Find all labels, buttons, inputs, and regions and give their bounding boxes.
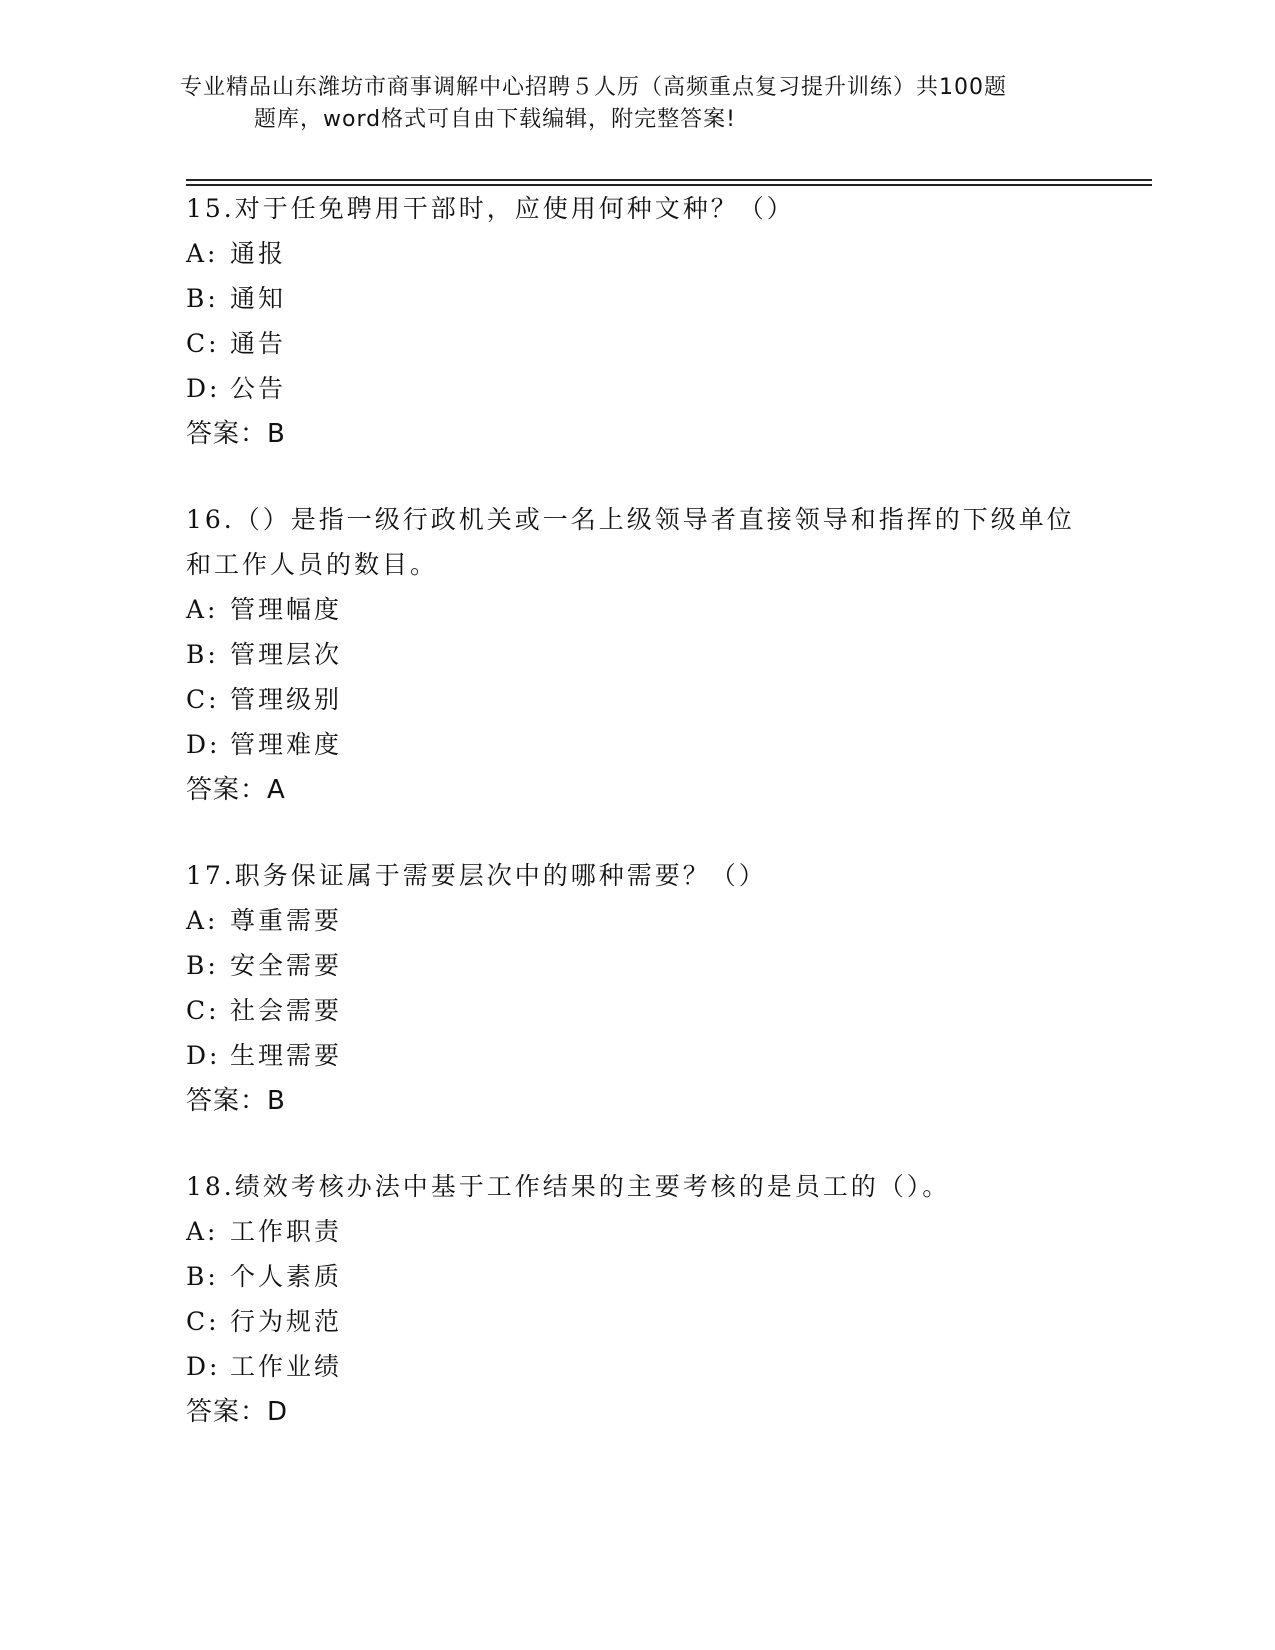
answer-line bbox=[186, 1078, 1086, 1124]
option-letter: D: bbox=[186, 730, 221, 759]
option-text: 通报 bbox=[230, 239, 287, 268]
question-list bbox=[186, 186, 1086, 1475]
option-text: 个人素质 bbox=[230, 1262, 343, 1291]
option-c bbox=[186, 321, 1086, 366]
option-text: 管理层次 bbox=[230, 640, 343, 669]
option-d bbox=[186, 1344, 1086, 1389]
option-letter: C: bbox=[186, 1307, 220, 1336]
answer-line bbox=[186, 767, 1086, 813]
document-header bbox=[180, 72, 1080, 136]
option-text: 社会需要 bbox=[230, 996, 343, 1025]
option-letter: C: bbox=[186, 685, 220, 714]
option-text: 管理幅度 bbox=[230, 595, 343, 624]
option-text: 工作业绩 bbox=[230, 1352, 343, 1381]
option-text: 管理级别 bbox=[230, 685, 343, 714]
option-letter: B: bbox=[186, 640, 219, 669]
option-d bbox=[186, 1033, 1086, 1078]
question-16 bbox=[186, 497, 1086, 813]
answer-value: B bbox=[267, 1086, 286, 1116]
option-text: 通告 bbox=[230, 329, 287, 358]
option-text: 工作职责 bbox=[230, 1217, 343, 1246]
option-letter: B: bbox=[186, 951, 219, 980]
option-text: 通知 bbox=[230, 284, 287, 313]
header-line-1: 专业精品山东潍坊市商事调解中心招聘５人历（高频重点复习提升训练）共100题 bbox=[180, 75, 1007, 100]
answer-label: 答案： bbox=[186, 775, 268, 805]
answer-line bbox=[186, 1389, 1086, 1435]
question-text: 16.（）是指一级行政机关或一名上级领导者直接领导和指挥的下级单位和工作人员的数目。 bbox=[186, 505, 1075, 579]
answer-label: 答案： bbox=[186, 1397, 268, 1427]
option-letter: A: bbox=[186, 906, 219, 935]
option-c bbox=[186, 677, 1086, 722]
question-text: 18.绩效考核办法中基于工作结果的主要考核的是员工的（）。 bbox=[186, 1172, 951, 1201]
header-rule-top bbox=[186, 179, 1152, 181]
option-a bbox=[186, 587, 1086, 632]
question-17 bbox=[186, 853, 1086, 1124]
option-letter: A: bbox=[186, 595, 219, 624]
option-letter: B: bbox=[186, 284, 219, 313]
option-b bbox=[186, 1254, 1086, 1299]
option-a bbox=[186, 1209, 1086, 1254]
question-text: 15.对于任免聘用干部时，应使用何种文种？（） bbox=[186, 194, 795, 223]
option-c bbox=[186, 1299, 1086, 1344]
option-letter: D: bbox=[186, 1352, 221, 1381]
question-18 bbox=[186, 1164, 1086, 1435]
option-b bbox=[186, 632, 1086, 677]
option-text: 生理需要 bbox=[230, 1041, 343, 1070]
option-letter: A: bbox=[186, 239, 219, 268]
answer-value: D bbox=[267, 1397, 289, 1427]
answer-line bbox=[186, 411, 1086, 457]
answer-value: A bbox=[267, 775, 286, 805]
option-text: 公告 bbox=[230, 374, 287, 403]
option-letter: B: bbox=[186, 1262, 219, 1291]
answer-label: 答案： bbox=[186, 1086, 268, 1116]
option-a bbox=[186, 898, 1086, 943]
option-letter: D: bbox=[186, 374, 221, 403]
option-letter: A: bbox=[186, 1217, 219, 1246]
option-b bbox=[186, 943, 1086, 988]
option-text: 管理难度 bbox=[230, 730, 343, 759]
option-letter: C: bbox=[186, 996, 220, 1025]
answer-value: B bbox=[267, 419, 286, 449]
option-text: 行为规范 bbox=[230, 1307, 343, 1336]
header-line-2: 题库，word格式可自由下载编辑，附完整答案! bbox=[254, 107, 736, 132]
option-d bbox=[186, 366, 1086, 411]
option-c bbox=[186, 988, 1086, 1033]
option-text: 安全需要 bbox=[230, 951, 343, 980]
question-text: 17.职务保证属于需要层次中的哪种需要？（） bbox=[186, 861, 767, 890]
question-15 bbox=[186, 186, 1086, 457]
option-d bbox=[186, 722, 1086, 767]
option-letter: D: bbox=[186, 1041, 221, 1070]
option-letter: C: bbox=[186, 329, 220, 358]
option-b bbox=[186, 276, 1086, 321]
answer-label: 答案： bbox=[186, 419, 268, 449]
option-text: 尊重需要 bbox=[230, 906, 343, 935]
option-a bbox=[186, 231, 1086, 276]
